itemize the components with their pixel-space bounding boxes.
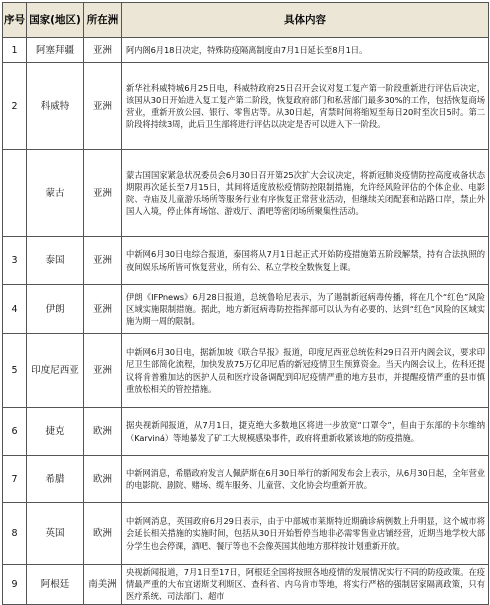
- row-content: 中新网消息，希腊政府发言人佩萨斯在6月30日举行的新闻发布会上表示，从6月30日起，全年营业的电影院、剧院、赌场、缆车服务、儿童营、文化协会均重新开放。: [122, 456, 489, 503]
- row-content: 伊朗《IFPnews》6月28日报道，总统鲁哈尼表示，为了遏制新冠病毒传播，将在几个“红色”风险区域实施限制措施。据此，地方新冠病毒防控指挥部可以认为有必要的、达到“红色”风险的区域实施为期一周的限制。: [122, 285, 489, 334]
- row-continent: 欧洲: [84, 456, 122, 503]
- table-row: [3, 334, 489, 408]
- row-country: 阿塞拜疆: [27, 38, 84, 63]
- row-continent: 亚洲: [84, 63, 122, 150]
- table-header-row: [3, 3, 489, 38]
- row-country: 印度尼西亚: [27, 334, 84, 408]
- row-num: 6: [3, 408, 27, 456]
- row-country: 泰国: [27, 237, 84, 285]
- row-num: 5: [3, 334, 27, 408]
- table-row: [3, 63, 489, 150]
- row-country: 阿根廷: [27, 565, 84, 605]
- row-content: 中新网6月30日电，据新加坡《联合早报》报道，印度尼西亚总统佐科29日召开内阁会议，要求印尼卫生部简化流程，加快发放75万亿印尼盾的新冠疫情卫生预算资金。当天内阁会议上，佐科还提议将肯普雅加达的医护人员和医疗设备调配到印尼疫情严重的地方县市，并提醒疫情严重的县市慎重放松相关的管控措施。: [122, 334, 489, 408]
- row-content: 阿内阁6月18日决定，特殊防疫隔离制度由7月1日延长至8月1日。: [122, 38, 489, 63]
- header-continent: 所在洲: [84, 3, 122, 38]
- table-row: [3, 150, 489, 237]
- table-row: [3, 408, 489, 456]
- row-num: 2: [3, 63, 27, 150]
- row-country: 希腊: [27, 456, 84, 503]
- row-continent: 亚洲: [84, 237, 122, 285]
- row-content: 央视新闻报道，7月1日至17日，阿根廷全国将按照各地疫情的发展情况实行不同的防疫政策。在疫情最严重的大布宜诺斯艾利斯区、查科省、内乌肯市等地，将实行严格的强制居家隔离政策，只有医疗系统、司法部门、超市: [122, 565, 489, 605]
- table-row: [3, 285, 489, 334]
- row-content: 中新网消息，英国政府6月29日表示，由于中部城市莱斯特近期确诊病例数上升明显，这个城市将会延长相关措施的实施时间，包括从30日开始暂停当地非必需零售业店铺经营，近期当地学校大部分学生也会停课，酒吧、餐厅等也不会像英国其他地方那样按计划重新开放。: [122, 503, 489, 565]
- row-content: 中新网6月30日电综合报道，泰国将从7月1日起正式开始防疫措施第五阶段解禁，持有合法执照的夜间娱乐场所皆可恢复营业，所有公、私立学校全数恢复上课。: [122, 237, 489, 285]
- row-country: 蒙古: [27, 150, 84, 237]
- row-continent: 欧洲: [84, 503, 122, 565]
- row-content: 蒙古国国家紧急状况委员会6月30日召开第25次扩大会议决定，将新冠肺炎疫情防控高度戒备状态期限再次延长至7月15日，其间将适度放松疫情防控限制措施，允许经风险评估的个体企业、电影院、寺庙及儿童游乐场所等服务行业有序恢复正常营业活动，但继续关闭配套和站路口岸，禁止外国人入境，停止体育场馆、游戏厅、酒吧等密闭场所聚集性活动。: [122, 150, 489, 237]
- table-row: [3, 456, 489, 503]
- row-content: 新华社科威特城6月25日电，科威特政府25日召开会议对复工复产第一阶段重新进行评估后决定，该国从30日开始进入复工复产第二阶段，恢复政府部门和私营部门最多30%的工作，包括恢复商场营业，重新开放公园、银行、零售店等。从30日起，宵禁时间将缩短至每日20时至次日5时。第二阶段将持续3周，此后卫生部将进行评估以决定是否可以进入下一阶段。: [122, 63, 489, 150]
- row-continent: 欧洲: [84, 408, 122, 456]
- row-num: 3: [3, 237, 27, 285]
- row-country: 科威特: [27, 63, 84, 150]
- policy-table: [2, 2, 489, 605]
- row-num: 7: [3, 456, 27, 503]
- row-continent: 南美洲: [84, 565, 122, 605]
- table-row: [3, 237, 489, 285]
- row-continent: 亚洲: [84, 150, 122, 237]
- row-num: 1: [3, 38, 27, 63]
- header-content: 具体内容: [122, 3, 489, 38]
- row-country: 英国: [27, 503, 84, 565]
- row-continent: 亚洲: [84, 285, 122, 334]
- row-num: 4: [3, 285, 27, 334]
- row-num: [3, 150, 27, 237]
- row-country: 捷克: [27, 408, 84, 456]
- policy-table-document: [2, 2, 488, 605]
- table-row: [3, 565, 489, 605]
- row-continent: 亚洲: [84, 38, 122, 63]
- header-num: 序号: [3, 3, 27, 38]
- row-content: 据央视新闻报道，从7月1日，捷克绝大多数地区将进一步放宽“口罩令”，但由于东部的卡尔维纳（Karviná）等地暴发了矿工大规模感染事件，政府将重新收紧该地的防疫措施。: [122, 408, 489, 456]
- header-country: 国家(地区): [27, 3, 84, 38]
- row-num: 8: [3, 503, 27, 565]
- table-row: [3, 38, 489, 63]
- row-country: 伊朗: [27, 285, 84, 334]
- row-num: 9: [3, 565, 27, 605]
- row-continent: 亚洲: [84, 334, 122, 408]
- table-row: [3, 503, 489, 565]
